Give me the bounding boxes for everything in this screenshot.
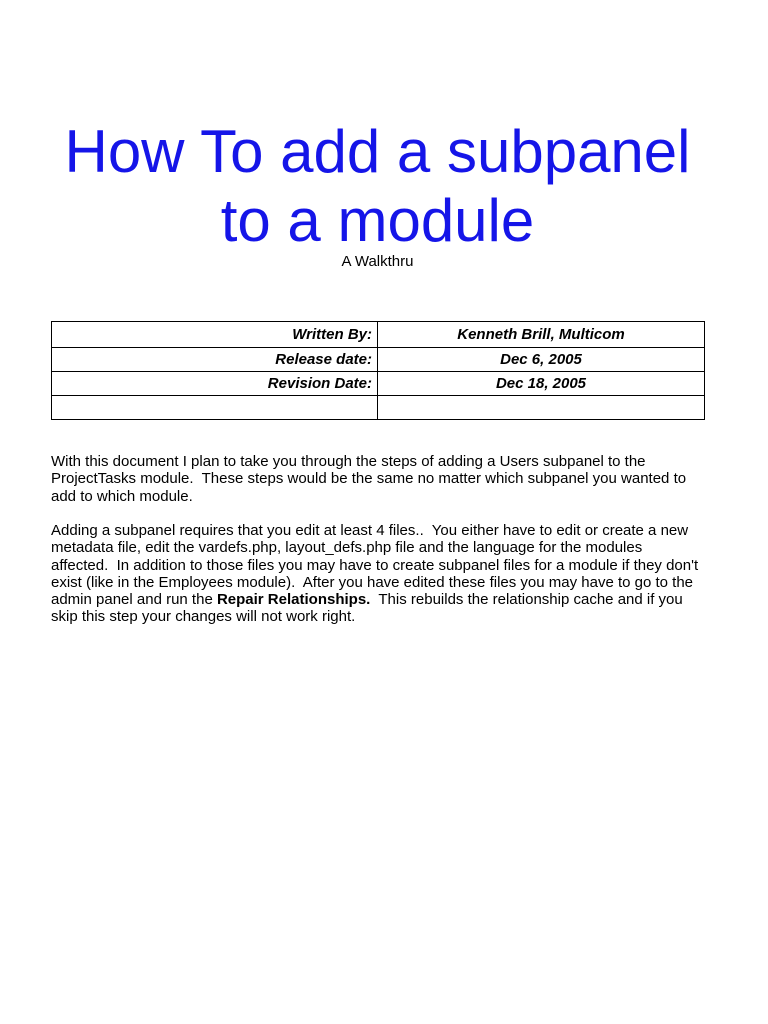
paragraph-line: add to which module. — [51, 487, 193, 505]
table-row-author — [52, 322, 705, 348]
intro-paragraph — [51, 453, 704, 505]
author-value: Kenneth Brill, Multicom — [378, 322, 705, 348]
document-subtitle: A Walkthru — [341, 253, 414, 270]
paragraph-line: affected. In addition to those files you may have to create subpanel files for a module if they don't — [51, 556, 699, 574]
document-title-line-1: How To add a subpanel — [64, 118, 691, 185]
paragraph-line: ProjectTasks module. These steps would be the same no matter which subpanel you wanted to — [51, 470, 687, 488]
paragraph-line: exist (like in the Employees module). After you have edited these files you may have to go to the — [51, 573, 694, 591]
author-label: Written By: — [52, 322, 378, 348]
paragraph-line: metadata file, edit the vardefs.php, layout_defs.php file and the language for the modules — [51, 539, 643, 557]
table-row-release-date — [52, 348, 705, 372]
document-info-table — [51, 321, 705, 420]
empty-label-cell — [52, 396, 378, 420]
repair-relationships-emphasis: Repair Relationships. — [216, 591, 371, 608]
document-body — [51, 453, 704, 643]
paragraph-line: With this document I plan to take you through the steps of adding a Users subpanel to the — [51, 453, 646, 470]
line-text-before: admin panel and run the — [51, 591, 217, 608]
revision-date-value: Dec 18, 2005 — [378, 372, 705, 396]
empty-value-cell — [378, 396, 705, 420]
document-title-line-2: to a module — [220, 187, 535, 254]
release-date-value: Dec 6, 2005 — [378, 348, 705, 372]
paragraph-line: skip this step your changes will not work right. — [51, 608, 356, 626]
line-text-after: This rebuilds the relationship cache and if you — [370, 591, 683, 608]
revision-date-label: Revision Date: — [52, 372, 378, 396]
paragraph-line-with-emphasis — [51, 591, 704, 608]
paragraph-line: Adding a subpanel requires that you edit at least 4 files.. You either have to edit or create a new — [51, 522, 689, 539]
details-paragraph — [51, 522, 704, 626]
table-row-revision-date — [52, 372, 705, 396]
release-date-label: Release date: — [52, 348, 378, 372]
table-row-empty — [52, 396, 705, 420]
document-title — [51, 117, 704, 255]
